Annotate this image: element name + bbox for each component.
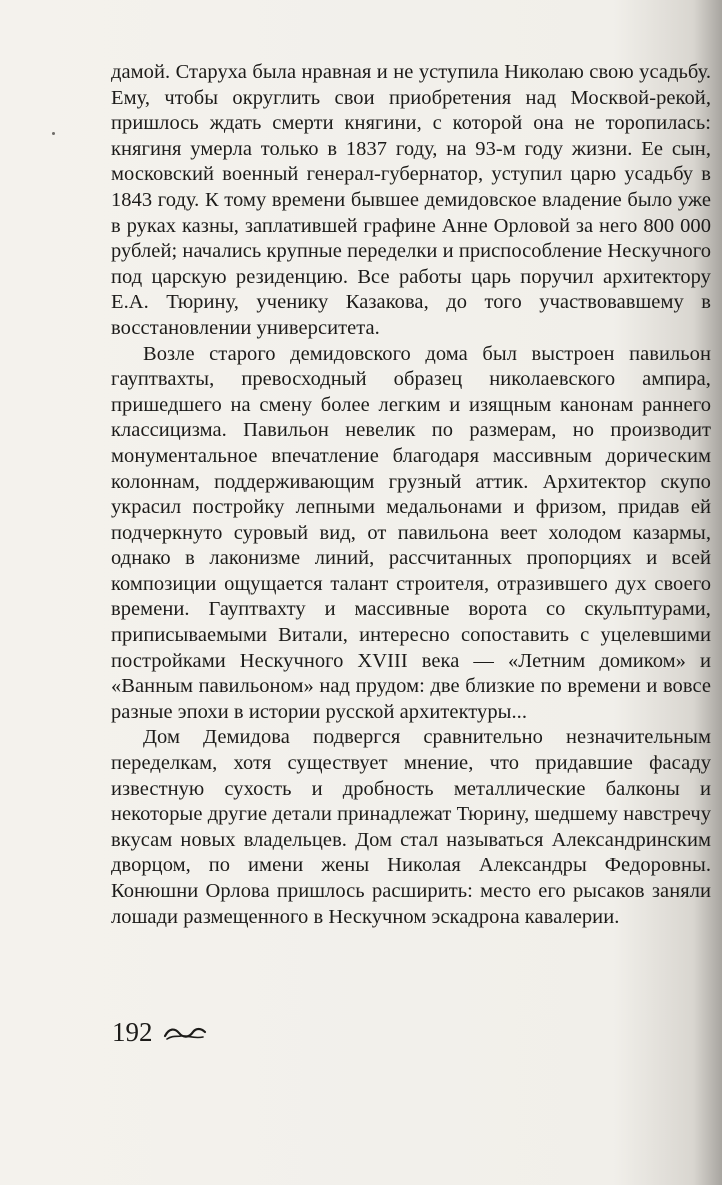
page-footer — [112, 1017, 207, 1048]
page-number: 192 — [112, 1017, 153, 1047]
speck-mark — [52, 132, 55, 135]
text-body — [111, 60, 711, 930]
paragraph-1: дамой. Старуха была нравная и не уступила Николаю свою усадьбу. Ему, чтобы округлить свои приобретения над Москвой-рекой, пришлось ждать смерти княгини, с которой она не торопилась: княгиня умерла только в 1837 году, на 93-м году жизни. Ее сын, московский военный генерал-губернатор, уступил царю усадьбу в 1843 году. К тому времени бывшее демидовское владение было уже в руках казны, заплатившей графине Анне Орловой за него 800 000 рублей; начались крупные переделки и приспособление Нескучного под царскую резиденцию. Все работы царь поручил архитектору Е.А. Тюрину, ученику Казакова, до того участвовавшему в восстановлении университета. — [111, 61, 711, 339]
paragraph-3: Дом Демидова подвергся сравнительно незначительным переделкам, хотя существует мнение, что придавшие фасаду известную сухость и дробность металлические балконы и некоторые другие детали принадлежат Тюрину, шедшему навстречу вкусам новых владельцев. Дом стал называться Александринским дворцом, по имени жены Николая Александры Федоровны. Конюшни Орлова пришлось расширить: место его рысаков заняли лошади размещенного в Нескучном эскадрона кавалерии. — [111, 726, 711, 928]
paragraph-2: Возле старого демидовского дома был выстроен павильон гауптвахты, превосходный образец николаевского ампира, пришедшего на смену более легким и изящным канонам раннего классицизма. Павильон невелик по размерам, но производит монументальное впечатление благодаря массивным дорическим колоннам, поддерживающим грузный аттик. Архитектор скупо украсил постройку лепными медальонами и фризом, придав ей подчеркнуто суровый вид, от павильона веет холодом казармы, однако в лаконизме линий, рассчитанных пропорциях и всей композиции ощущается талант строителя, отразившего дух своего времени. Гауптвахту и массивные ворота со скульптурами, приписываемыми Витали, интересно сопоставить с уцелевшими постройками Нескучного XVIII века — «Летним домиком» и «Ванным павильоном» над прудом: две близкие по времени и вовсе разные эпохи в истории русской архитектуры... — [111, 342, 711, 723]
swash-ornament-icon — [163, 1024, 207, 1042]
